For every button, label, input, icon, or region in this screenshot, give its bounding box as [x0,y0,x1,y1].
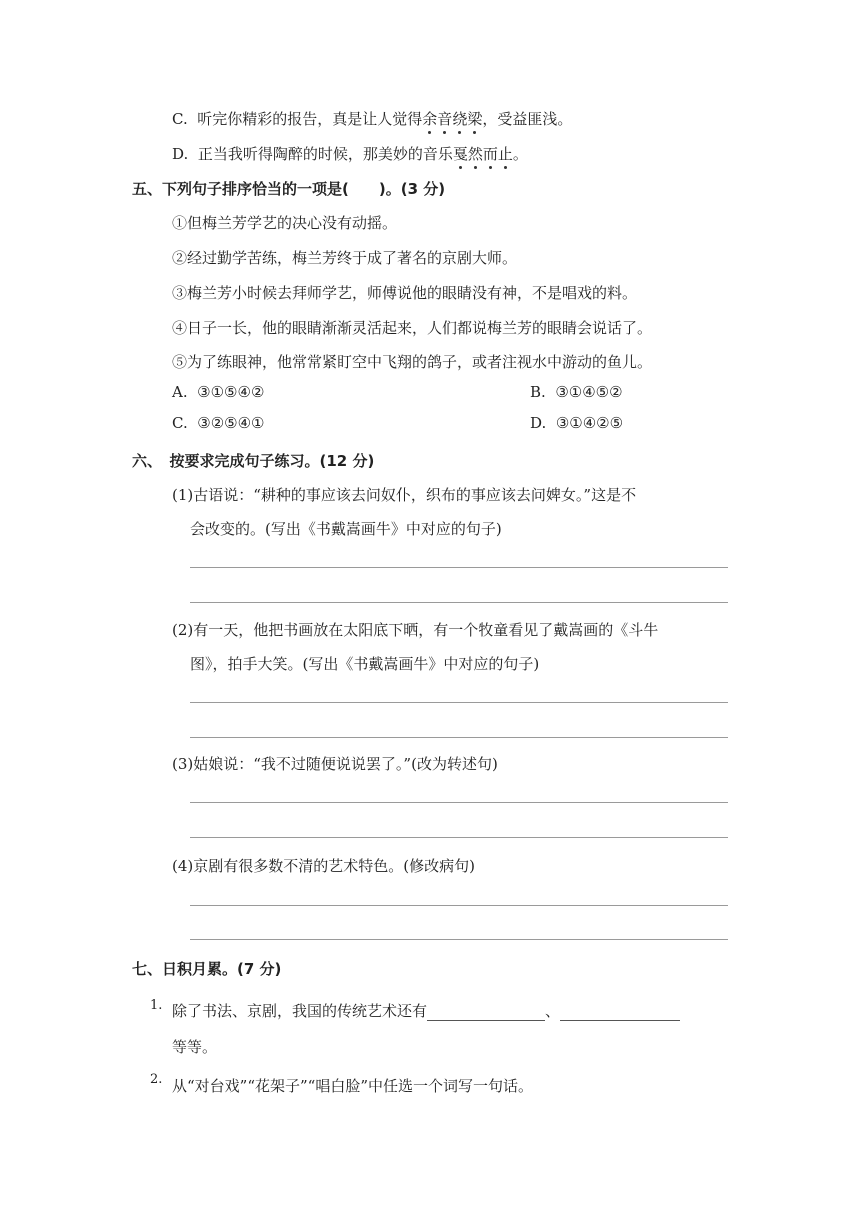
choice-c[interactable] [172,414,265,432]
dotted-char: 音 [437,110,453,128]
choice-text: ③①④②⑤ [555,414,624,432]
option-letter: D. [172,145,189,163]
choice-letter: C. [172,414,188,432]
choice-d[interactable] [530,414,623,432]
section-5-title: 五、下列句子排序恰当的一项是( )。(3 分) [132,180,446,198]
item-1-prompt: 除了书法、京剧，我国的传统艺术还有 [172,1002,428,1020]
dotted-char: 余 [422,110,438,128]
dotted-char: 戛 [452,145,468,163]
question-3: (3)姑娘说：“我不过随便说说罢了。”(改为转述句) [172,755,498,773]
sentence-4: ④日子一长，他的眼睛渐渐灵活起来，人们都说梅兰芳的眼睛会说话了。 [172,319,653,337]
item-1-separator: 、 [545,1002,561,1020]
answer-line[interactable] [190,737,728,738]
choice-letter: D. [530,414,547,432]
answer-line[interactable] [190,567,728,568]
item-1-line-2: 等等。 [172,1038,218,1056]
fill-blank[interactable] [427,1004,545,1021]
answer-line[interactable] [190,905,728,906]
item-number: 2. [150,1072,163,1087]
answer-line[interactable] [190,702,728,703]
item-2-text: 从“对台戏”“花架子”“唱白脸”中任选一个词写一句话。 [172,1077,534,1095]
dotted-char: 止 [497,145,513,163]
question-2-line-1: (2)有一天，他把书画放在太阳底下晒，有一个牧童看见了戴嵩画的《斗牛 [172,621,659,639]
sentence-3: ③梅兰芳小时候去拜师学艺，师傅说他的眼睛没有神，不是唱戏的料。 [172,284,638,302]
sentence-5: ⑤为了练眼神，他常常紧盯空中飞翔的鸽子，或者注视水中游动的鱼儿。 [172,353,653,371]
choice-text: ③①⑤④② [197,383,265,401]
sentence-1: ①但梅兰芳学艺的决心没有动摇。 [172,214,398,232]
dotted-char: 而 [482,145,498,163]
dotted-char: 绕 [452,110,468,128]
choice-letter: B. [530,383,546,401]
choice-text: ③①④⑤② [555,383,623,401]
question-1-line-1: (1)古语说：“耕种的事应该去问奴仆，织布的事应该去问婢女。”这是不 [172,486,637,504]
option-d [172,143,528,164]
sentence-2: ②经过勤学苦练，梅兰芳终于成了著名的京剧大师。 [172,249,518,267]
item-number: 1. [150,998,163,1013]
dotted-char: 梁 [467,110,483,128]
option-c [172,108,572,129]
section-7-title: 七、日积月累。(7 分) [132,960,282,978]
section-6-title: 六、 按要求完成句子练习。(12 分) [132,452,375,470]
answer-line[interactable] [190,802,728,803]
option-text: 正当我听得陶醉的时候，那美妙的音乐 [197,145,453,163]
answer-line[interactable] [190,602,728,603]
option-text-end: 。 [512,145,528,163]
option-text-end: ，受益匪浅。 [482,110,573,128]
answer-line[interactable] [190,837,728,838]
item-1-text [172,1000,680,1021]
question-2-line-2: 图》，拍手大笑。(写出《书戴嵩画牛》中对应的句子) [190,655,540,673]
answer-line[interactable] [190,939,728,940]
option-letter: C. [172,110,188,128]
choice-text: ③②⑤④① [197,414,265,432]
fill-blank[interactable] [560,1004,680,1021]
question-4: (4)京剧有很多数不清的艺术特色。(修改病句) [172,857,475,875]
choice-b[interactable] [530,383,623,401]
question-1-line-2: 会改变的。(写出《书戴嵩画牛》中对应的句子) [190,520,502,538]
option-text: 听完你精彩的报告，真是让人觉得 [197,110,423,128]
choice-a[interactable] [172,383,264,401]
choice-letter: A. [172,383,188,401]
dotted-char: 然 [467,145,483,163]
